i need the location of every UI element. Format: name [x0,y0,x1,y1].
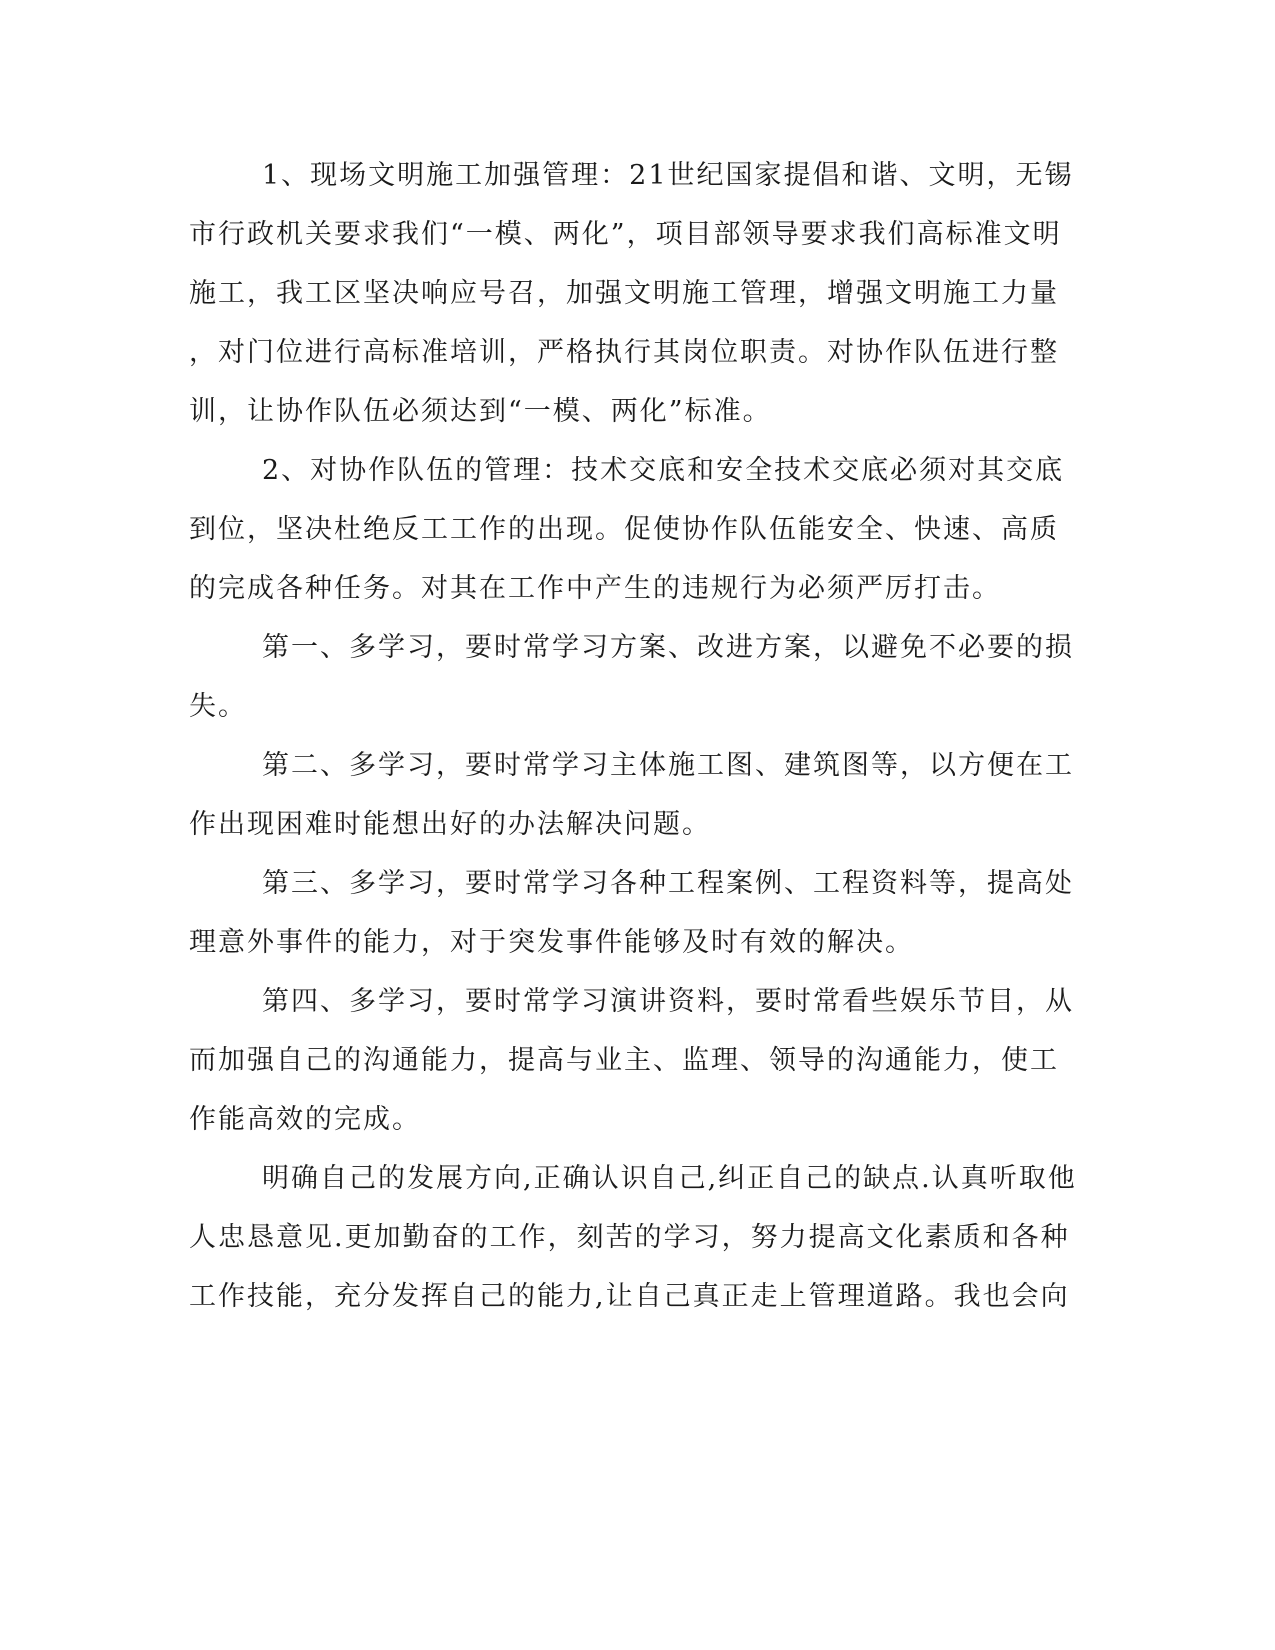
text-line: ，对门位进行高标准培训，严格执行其岗位职责。对协作队伍进行整 [189,337,1059,368]
text-line: 施工，我工区坚决响应号召，加强文明施工管理，增强文明施工力量 [189,278,1059,309]
text-line: 2、对协作队伍的管理：技术交底和安全技术交底必须对其交底 [262,455,1065,486]
text-line: 第四、多学习，要时常学习演讲资料，要时常看些娱乐节目，从 [262,986,1074,1017]
text-line: 工作技能，充分发挥自己的能力,让自己真正走上管理道路。我也会向 [189,1281,1070,1312]
text-line: 训，让协作队伍必须达到“一模、两化”标准。 [189,396,772,427]
text-line: 失。 [189,691,247,722]
text-line: 理意外事件的能力，对于突发事件能够及时有效的解决。 [189,927,914,958]
text-line: 作出现困难时能想出好的办法解决问题。 [189,809,711,840]
text-line: 的完成各种任务。对其在工作中产生的违规行为必须严厉打击。 [189,573,1001,604]
text-line: 作能高效的完成。 [189,1104,421,1135]
text-line: 而加强自己的沟通能力，提高与业主、监理、领导的沟通能力，使工 [189,1045,1059,1076]
text-line: 人忠恳意见.更加勤奋的工作，刻苦的学习，努力提高文化素质和各种 [189,1222,1070,1253]
text-line: 到位，坚决杜绝反工工作的出现。促使协作队伍能安全、快速、高质 [189,514,1059,545]
text-line: 第一、多学习，要时常学习方案、改进方案，以避免不必要的损 [262,632,1074,663]
text-line: 明确自己的发展方向,正确认识自己,纠正自己的缺点.认真听取他 [262,1163,1077,1194]
text-line: 1、现场文明施工加强管理：21世纪国家提倡和谐、文明，无锡 [262,160,1074,191]
text-line: 第二、多学习，要时常学习主体施工图、建筑图等，以方便在工 [262,750,1074,781]
text-line: 市行政机关要求我们“一模、两化”，项目部领导要求我们高标准文明 [189,219,1062,250]
text-line: 第三、多学习，要时常学习各种工程案例、工程资料等，提高处 [262,868,1074,899]
